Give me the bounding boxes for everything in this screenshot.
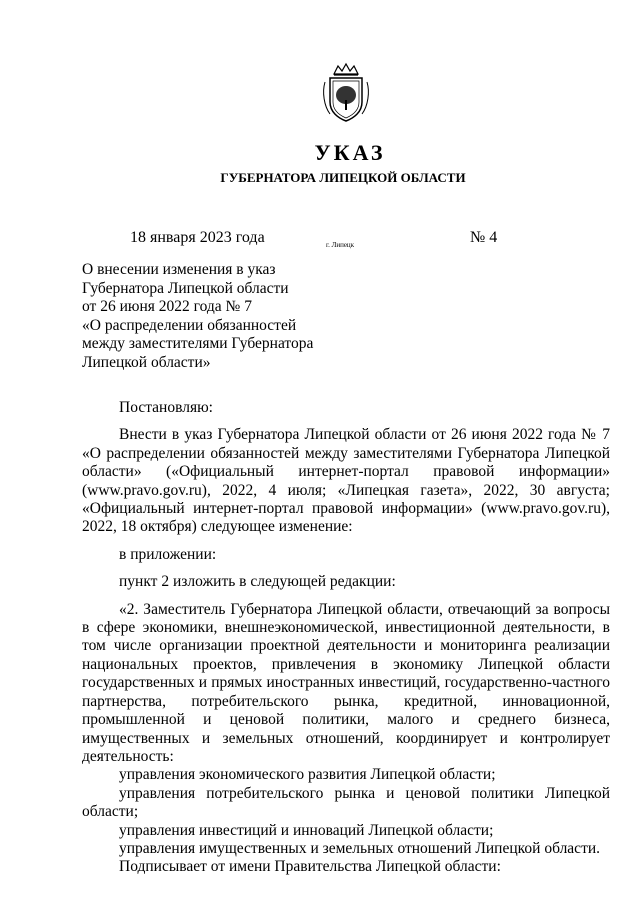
heading-line: О внесении изменения в указ [82, 261, 276, 278]
body-paragraph: управления инвестиций и инноваций Липецкой области; [119, 821, 494, 839]
coat-of-arms-icon [320, 62, 372, 124]
body-paragraph: Внести в указ Губернатора Липецкой области от 26 июня 2022 года № 7 «О распределении обязанностей между заместителями Губернатора Липецкой области» («Официальный интернет-портал правовой информации» (www.pravo.gov.ru), 2022, 4 июля; «Липецкая газета», 2022, 30 августа; «Официальный интернет-портал правовой информации» (www.pravo.gov.ru), 2022, 18 октября) следующее изменение: [82, 426, 610, 536]
document-body [82, 399, 610, 877]
document-subtitle: ГУБЕРНАТОРА ЛИПЕЦКОЙ ОБЛАСТИ [220, 170, 466, 185]
heading-line: Липецкой области» [82, 353, 211, 371]
document-number: № 4 [470, 229, 498, 246]
body-paragraph: Постановляю: [119, 399, 213, 416]
body-paragraph: управления имущественных и земельных отношений Липецкой области. [119, 839, 601, 857]
document-date: 18 января 2023 года [130, 229, 265, 246]
document-title: УКАЗ [314, 140, 386, 165]
heading-line: Губернатора Липецкой области [82, 279, 289, 297]
heading-line: «О распределении обязанностей [82, 316, 297, 334]
body-paragraph: управления потребительского рынка и ценовой политики Липецкой области; [82, 784, 610, 821]
heading-line: от 26 июня 2022 года № 7 [82, 298, 252, 315]
body-paragraph: в приложении: [119, 545, 217, 563]
body-paragraph: «2. Заместитель Губернатора Липецкой области, отвечающий за вопросы в сфере экономики, внешнеэкономической, инвестиционной деятельности, в том числе организации проектной деятельности и мониторинга реализации национальных проектов, привлечения в экономику Липецкой области государственных и прямых иностранных инвестиций, государственно-частного партнерства, потребительского рынка, кредитной, инновационной, промышленной и ценовой политики, малого и среднего бизнеса, имущественных и земельных отношений, координирует и контролирует деятельность: [82, 600, 610, 765]
body-paragraph: управления экономического развития Липецкой области; [119, 766, 496, 784]
document-city: г. Липецк [326, 241, 355, 249]
document-heading [82, 261, 313, 372]
heading-line: между заместителями Губернатора [82, 335, 314, 352]
body-paragraph: Подписывает от имени Правительства Липецкой области: [119, 858, 501, 876]
body-paragraph: пункт 2 изложить в следующей редакции: [119, 573, 396, 591]
